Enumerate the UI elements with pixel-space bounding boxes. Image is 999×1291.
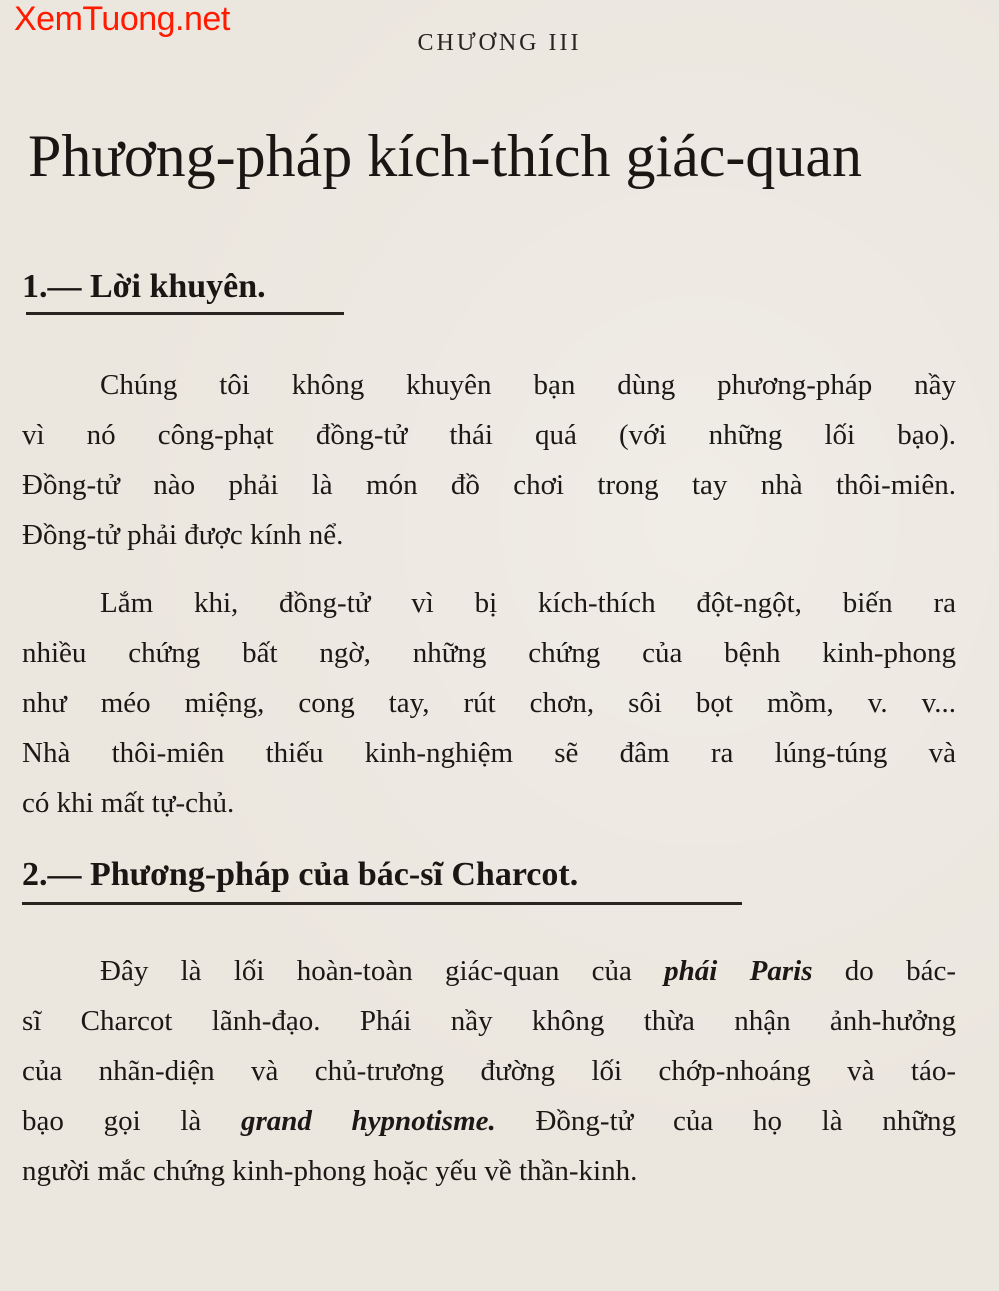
text-line: của nhãn-diện và chủ-trương đường lối chớp-nhoáng và táo- — [22, 1055, 956, 1087]
text-line: sĩ Charcot lãnh-đạo. Phái nầy không thừa nhận ảnh-hưởng — [22, 1005, 956, 1037]
text-line: Đây là lối hoàn-toàn giác-quan của phái Paris do bác- — [100, 955, 956, 987]
section-1-paragraph-1 — [22, 360, 956, 560]
text-line: Chúng tôi không khuyên bạn dùng phương-pháp nầy — [100, 369, 956, 401]
text-line: nhiều chứng bất ngờ, những chứng của bệnh kinh-phong — [22, 637, 956, 669]
text-line: vì nó công-phạt đồng-tử thái quá (với những lối bạo). — [22, 419, 956, 451]
section-2-underline — [22, 902, 742, 905]
chapter-label: CHƯƠNG III — [417, 30, 582, 56]
section-2-heading: 2.— Phương-pháp của bác-sĩ Charcot. — [22, 856, 579, 893]
text-line: Nhà thôi-miên thiếu kinh-nghiệm sẽ đâm ra lúng-túng và — [22, 737, 956, 769]
section-1-heading: 1.— Lời khuyên. — [22, 268, 266, 305]
section-2-paragraph-1 — [22, 946, 956, 1196]
text-line: bạo gọi là grand hypnotisme. Đồng-tử của họ là những — [22, 1105, 957, 1137]
text-line: Đồng-tử nào phải là món đồ chơi trong tay nhà thôi-miên. — [22, 469, 956, 501]
text-line: có khi mất tự-chủ. — [22, 787, 235, 819]
site-watermark: XemTuong.net — [14, 0, 230, 38]
chapter-title: Phương-pháp kích-thích giác-quan — [28, 123, 863, 189]
section-1-underline — [26, 312, 344, 315]
text-line: Đồng-tử phải được kính nể. — [22, 519, 344, 551]
section-1-paragraph-2 — [22, 578, 956, 828]
text-line: như méo miệng, cong tay, rút chơn, sôi bọt mồm, v. v... — [22, 687, 956, 719]
text-line: người mắc chứng kinh-phong hoặc yếu về thần-kinh. — [22, 1155, 638, 1187]
text-line: Lắm khi, đồng-tử vì bị kích-thích đột-ngột, biến ra — [100, 587, 956, 619]
italic-term-paris: phái Paris — [664, 955, 813, 987]
italic-term-grand-hypnotisme: grand hypnotisme. — [240, 1105, 496, 1137]
